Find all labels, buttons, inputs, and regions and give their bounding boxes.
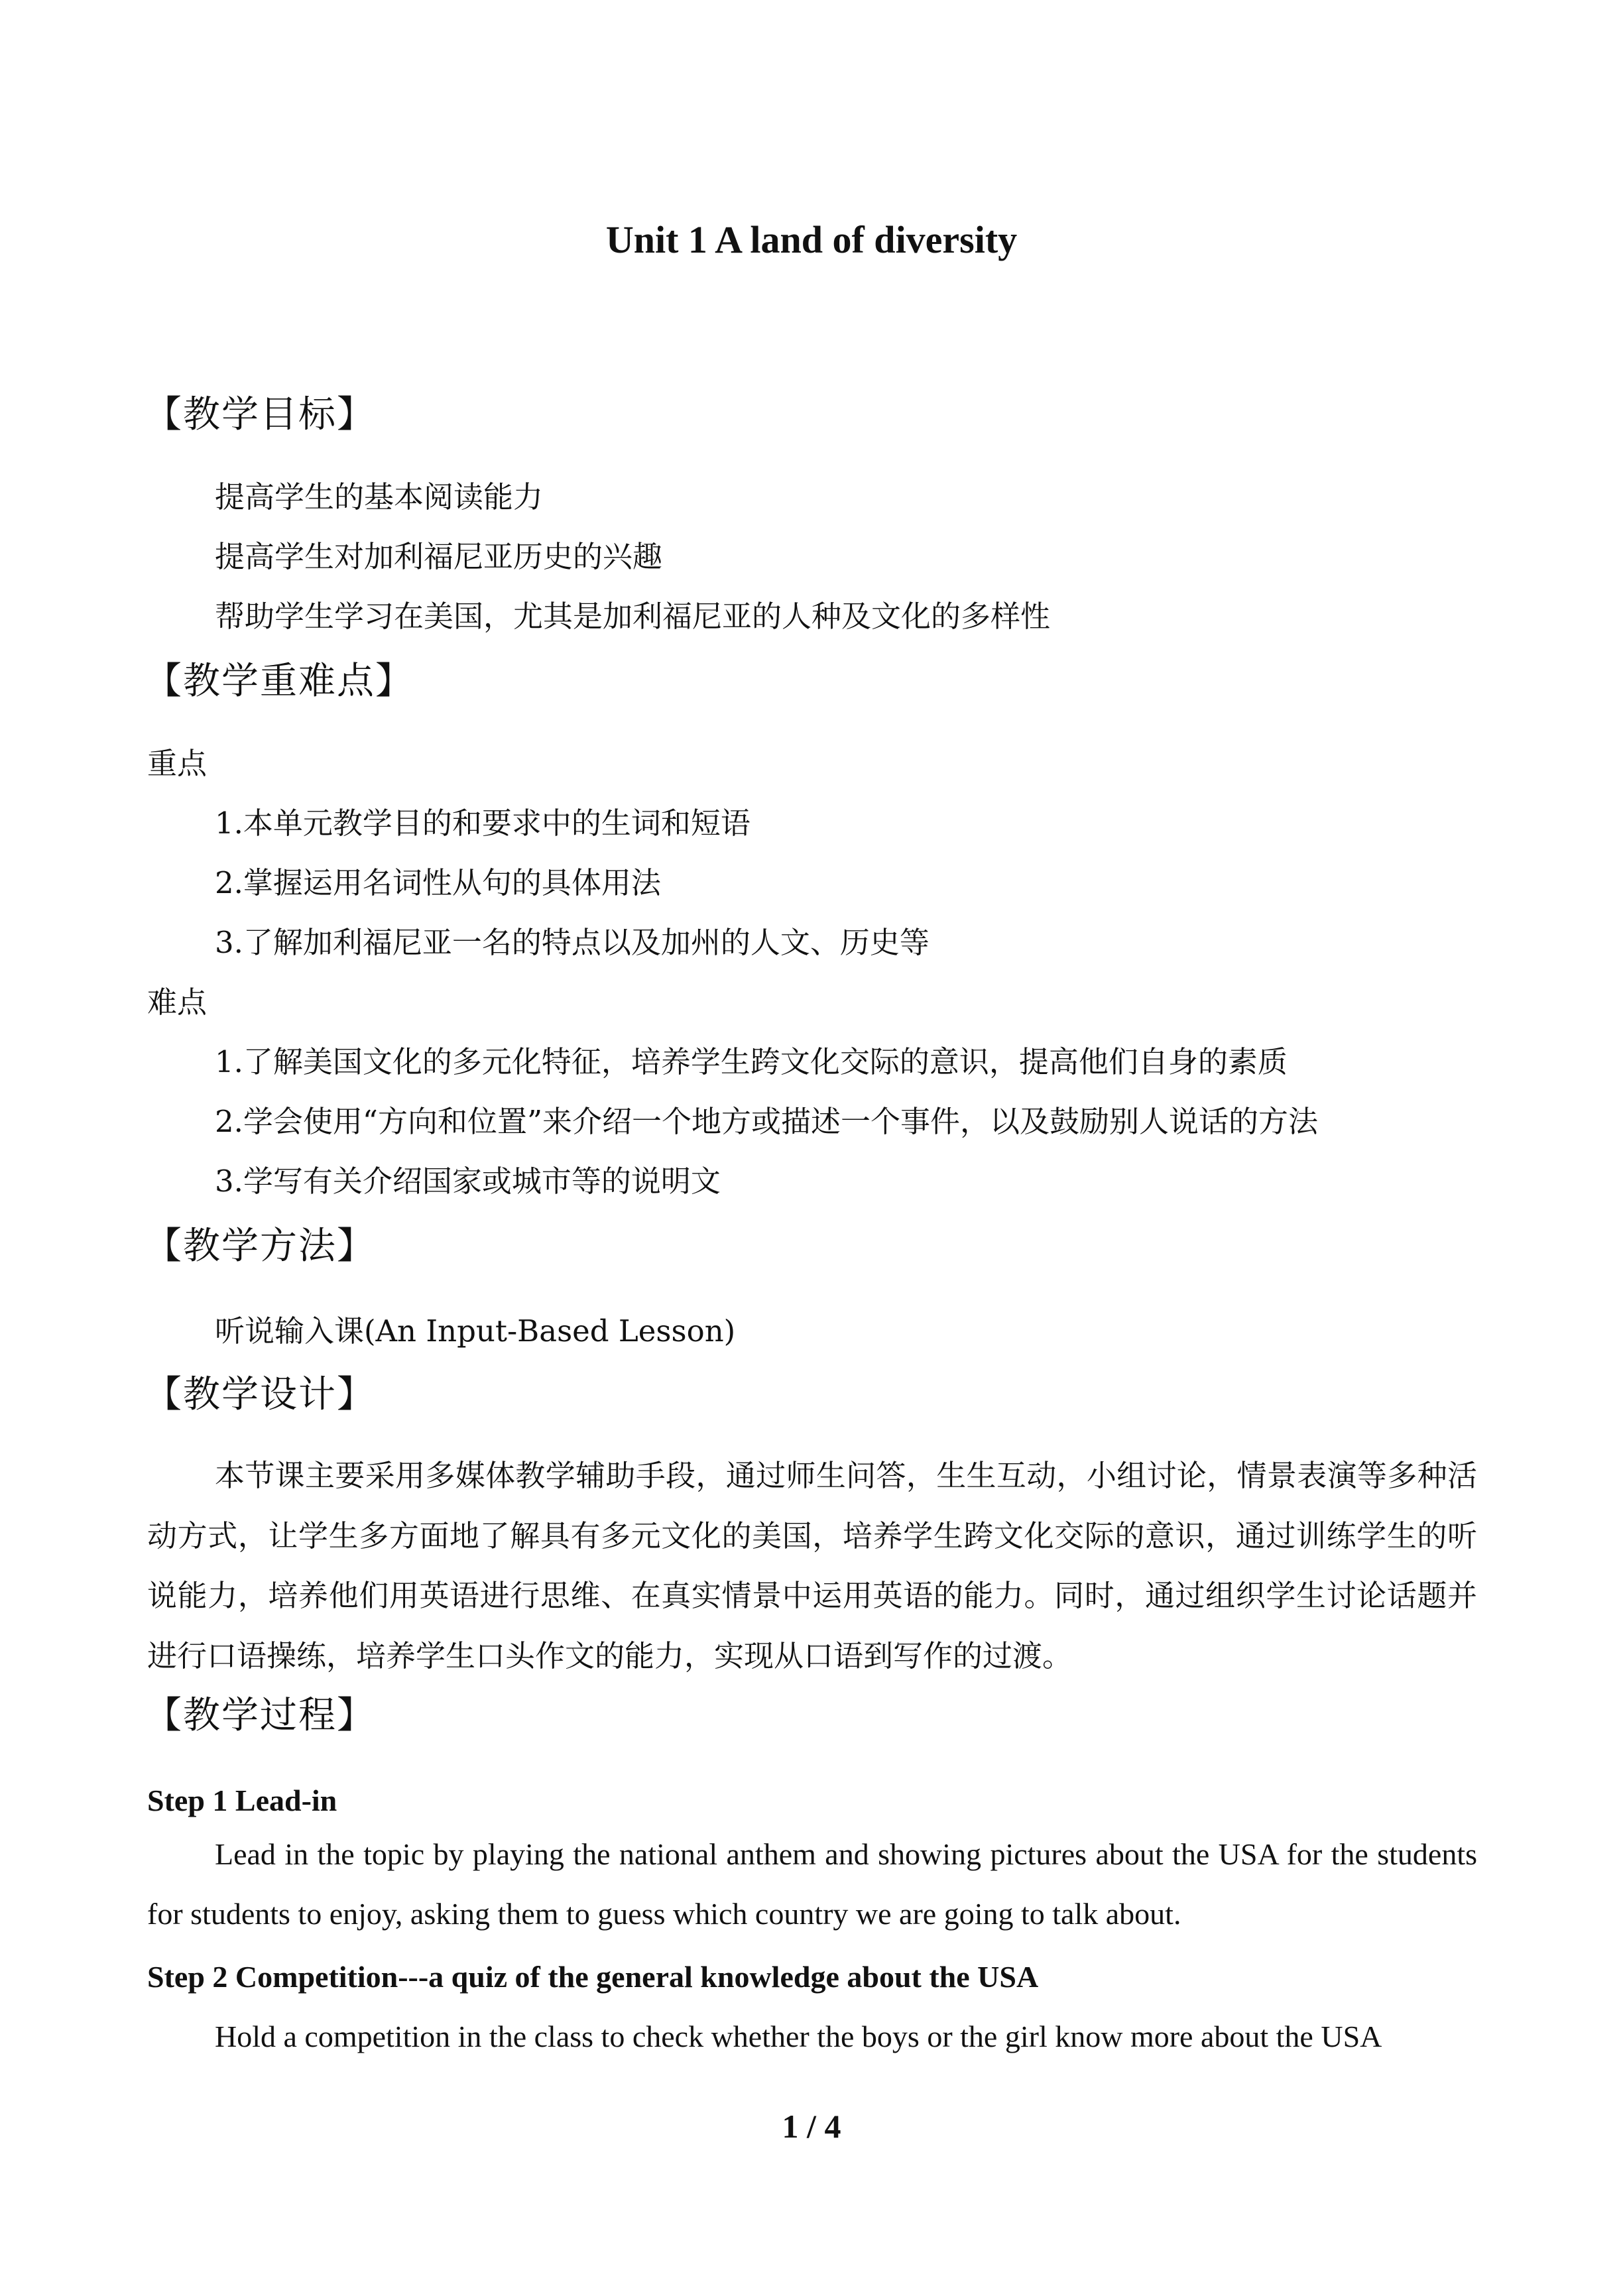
focus-item: 2.掌握运用名词性从句的具体用法 bbox=[215, 865, 661, 900]
page-number: 1 / 4 bbox=[782, 2108, 841, 2145]
objective-item: 帮助学生学习在美国，尤其是加利福尼亚的人种及文化的多样性 bbox=[215, 599, 1051, 634]
methods-text: 听说输入课(An Input-Based Lesson) bbox=[215, 1313, 736, 1349]
step-2-text: Hold a competition in the class to check whether the boys or the girl know more about the USA bbox=[215, 2020, 1382, 2053]
heading-objectives: 【教学目标】 bbox=[145, 393, 375, 436]
focus-item: 1.本单元教学目的和要求中的生词和短语 bbox=[215, 806, 751, 841]
heading-process: 【教学过程】 bbox=[145, 1694, 375, 1737]
difficult-item: 1.了解美国文化的多元化特征，培养学生跨文化交际的意识，提高他们自身的素质 bbox=[215, 1044, 1288, 1079]
objective-item: 提高学生的基本阅读能力 bbox=[215, 479, 544, 514]
difficult-item: 2.学会使用“方向和位置”来介绍一个地方或描述一个事件，以及鼓励别人说话的方法 bbox=[215, 1104, 1318, 1139]
heading-key-points: 【教学重难点】 bbox=[145, 660, 414, 703]
focus-item: 3.了解加利福尼亚一名的特点以及加州的人文、历史等 bbox=[215, 925, 930, 960]
heading-methods: 【教学方法】 bbox=[145, 1225, 375, 1268]
step-2-title: Step 2 Competition---a quiz of the general knowledge about the USA bbox=[147, 1960, 1039, 1994]
difficult-label: 难点 bbox=[147, 985, 208, 1020]
page-title: Unit 1 A land of diversity bbox=[605, 218, 1018, 261]
step-1-title: Step 1 Lead-in bbox=[147, 1783, 337, 1817]
difficult-item: 3.学写有关介绍国家或城市等的说明文 bbox=[215, 1164, 721, 1199]
focus-label: 重点 bbox=[147, 746, 208, 781]
objective-item: 提高学生对加利福尼亚历史的兴趣 bbox=[215, 539, 663, 574]
heading-design: 【教学设计】 bbox=[145, 1373, 375, 1416]
design-paragraph: 本节课主要采用多媒体教学辅助手段，通过师生问答，生生互动，小组讨论，情景表演等多种活动方式，让学生多方面地了解具有多元文化的美国，培养学生跨文化交际的意识，通过训练学生的听说能力，培养他们用英语进行思维、在真实情景中运用英语的能力。同时，通过组织学生讨论话题并进行口语操练，培养学生口头作文的能力，实现从口语到写作的过渡。 bbox=[147, 1458, 1477, 1673]
step-1-text: Lead in the topic by playing the national anthem and showing pictures about the USA for the students for students to enjoy, asking them to guess which country we are going to talk about. bbox=[147, 1837, 1477, 1931]
